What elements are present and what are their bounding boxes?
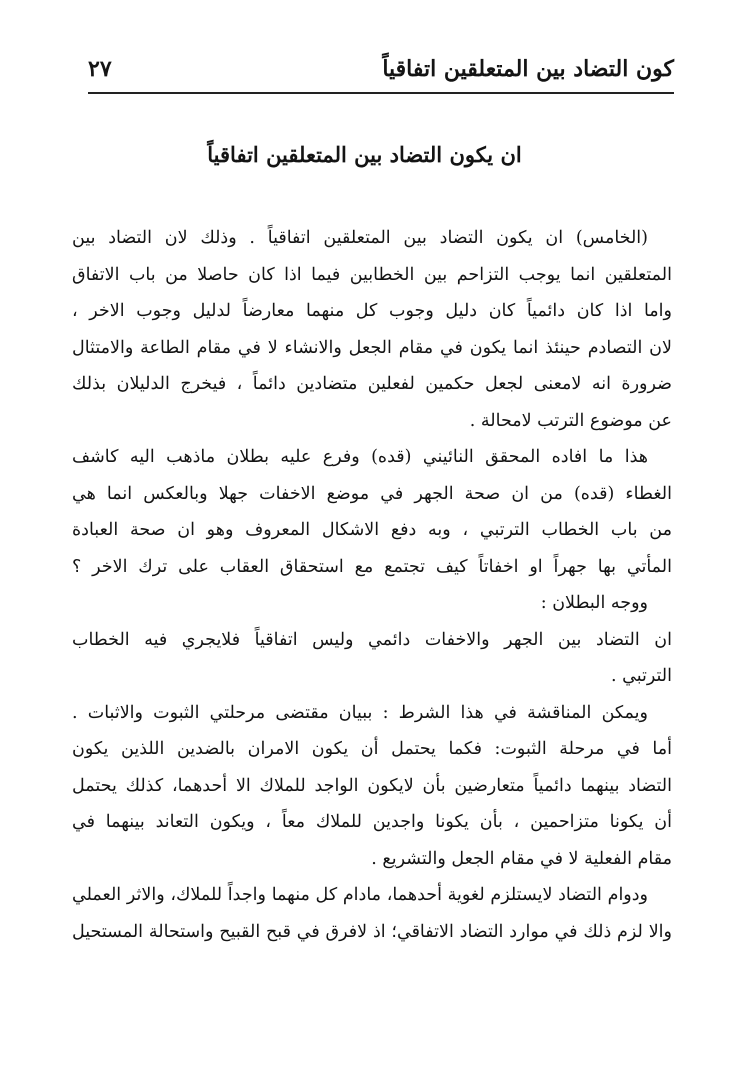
text-line: واما اذا كان دائمياً كان دليل وجوب كل منهما معارضاً لدليل وجوب الاخر ، xyxy=(72,301,672,321)
text-line: ووجه البطلان : xyxy=(540,593,648,613)
page-header xyxy=(88,52,674,94)
section-title: ان يكون التضاد بين المتعلقين اتفاقياً xyxy=(207,142,522,167)
page-number: ٢٧ xyxy=(88,56,112,82)
text-line: الترتبي . xyxy=(611,666,672,686)
text-line: مقام الفعلية لا في مقام الجعل والتشريع . xyxy=(371,848,672,869)
text-line: المتعلقين انما يوجب التزاحم بين الخطابين فيما اذا كان حاصلا من باب الاتفاق xyxy=(72,264,672,285)
text-line: المأتي بها جهراً او اخفاتاً كيف تجتمع مع استحقاق العقاب على ترك الاخر ؟ xyxy=(72,556,672,577)
text-line: من باب الخطاب الترتبي ، وبه دفع الاشكال المعروف وهو ان صحة العبادة xyxy=(72,520,672,540)
running-title: كون التضاد بين المتعلقين اتفاقياً xyxy=(382,56,674,82)
text-line: الغطاء (قده) من ان صحة الجهر في موضع الاخفات جهلا وبالعكس انما هي xyxy=(72,483,672,504)
text-line: ودوام التضاد لايستلزم لغوية أحدهما، مادام كل منهما واجداً للملاك، والاثر العملي xyxy=(72,885,648,905)
text-line: ويمكن المناقشة في هذا الشرط : ببيان مقتضى مرحلتي الثبوت والاثبات . xyxy=(72,702,648,723)
text-line: (الخامس) ان يكون التضاد بين المتعلقين اتفاقياً . وذلك لان التضاد بين xyxy=(72,228,648,248)
text-line: ان التضاد بين الجهر والاخفات دائمي وليس اتفاقياً فلايجري فيه الخطاب xyxy=(72,629,672,650)
text-line: أن يكونا متزاحمين ، بأن يكونا واجدين للملاك معاً ، ويكون التعاند بينهما في xyxy=(72,812,672,832)
text-line: ضرورة انه لامعنى لجعل حكمين لفعلين متضادين دائماً ، فيخرج الدليلان بذلك xyxy=(72,374,672,394)
text-line: هذا ما افاده المحقق النائيني (قده) وفرع عليه بطلان ماذهب اليه كاشف xyxy=(72,447,648,467)
text-line: التضاد بينهما دائمياً متعارضين بأن لايكون الواجد للملاك الا أحدهما، كذلك يحتمل xyxy=(72,775,672,796)
body-text xyxy=(72,220,672,950)
text-line: والا لزم ذلك في موارد التضاد الاتفاقي؛ اذ لافرق في قبح القبيح واستحالة المستحيل xyxy=(72,921,672,942)
text-line: أما في مرحلة الثبوت: فكما يحتمل أن يكون الامران بالضدين اللذين يكون xyxy=(72,739,672,759)
text-line: لان التصادم حينئذ انما يكون في مقام الجعل والانشاء لا في مقام الطاعة والامتثال xyxy=(72,337,672,358)
text-line: عن موضوع الترتب لامحالة . xyxy=(469,410,672,431)
